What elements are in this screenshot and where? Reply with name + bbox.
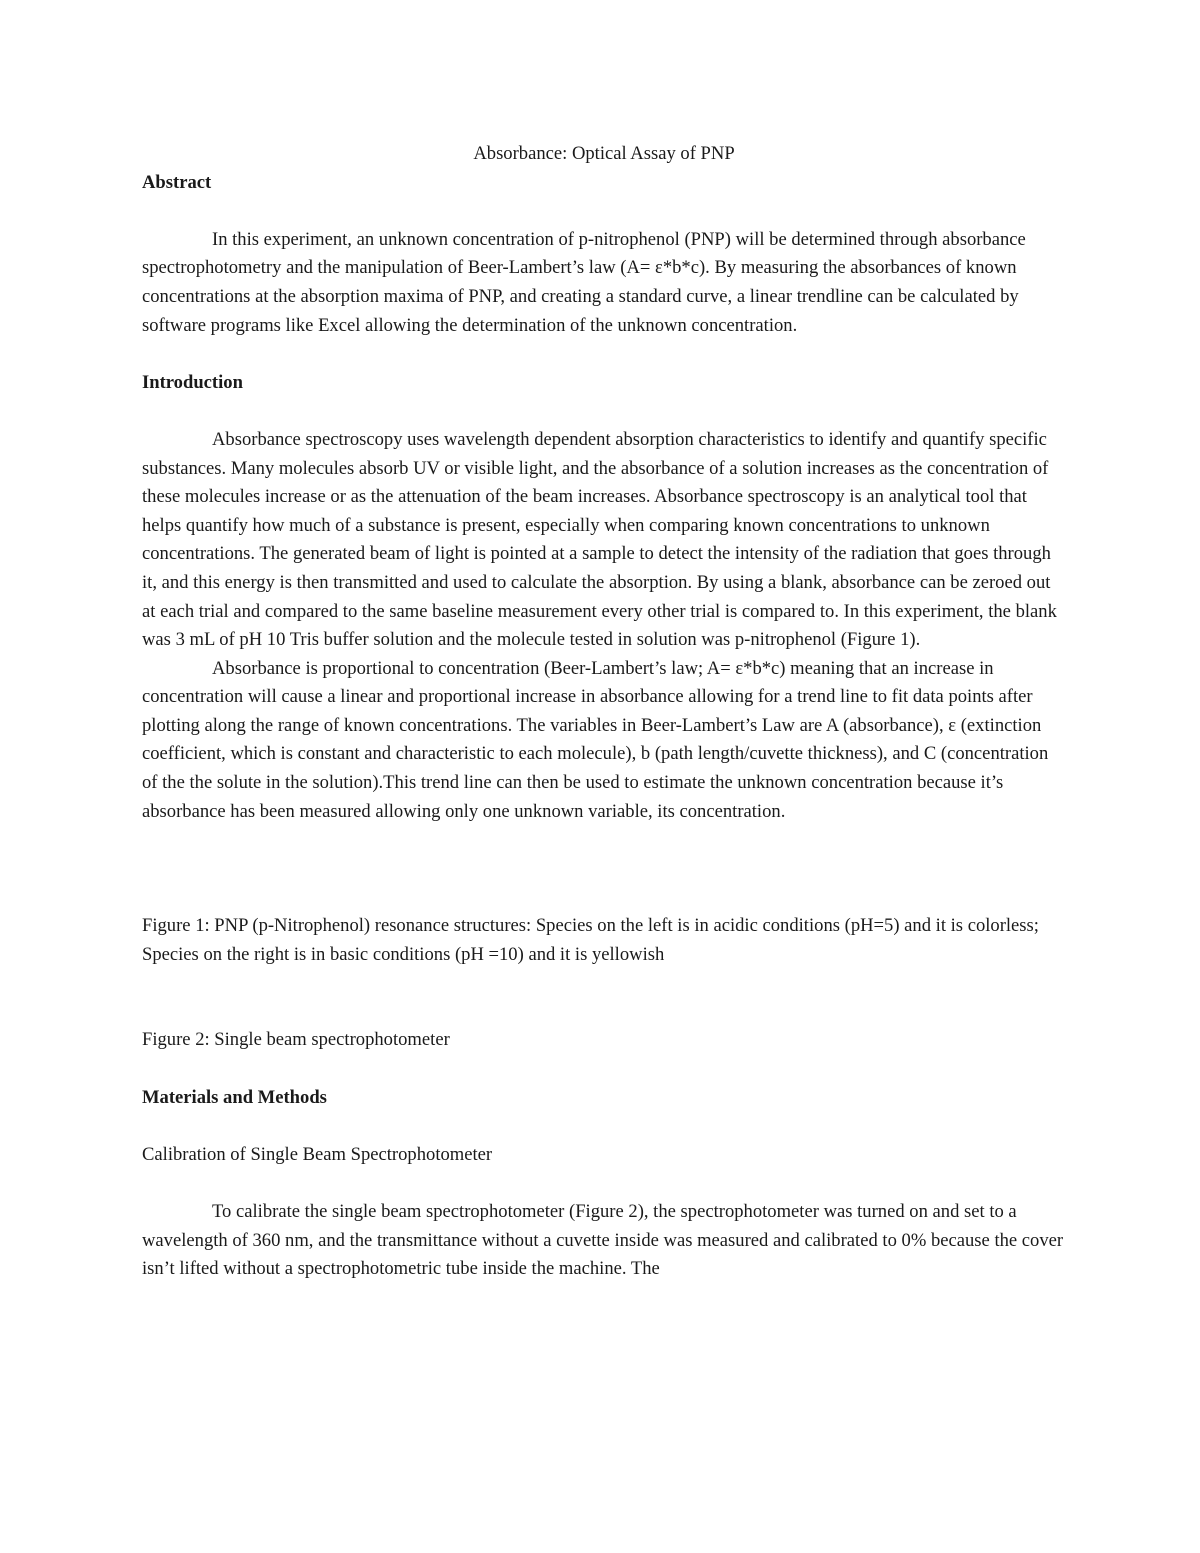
spacer	[142, 1112, 1064, 1141]
figure-2-caption: Figure 2: Single beam spectrophotometer	[142, 1029, 450, 1051]
abstract-paragraph: In this experiment, an unknown concentration of p-nitrophenol (PNP) will be determined through absorbance spectrophotometry and the manipulation of Beer-Lambert’s law (A= ε*b*c). By measuring the absorbances of known concentrations at the absorption maxima of PNP, and creating a standard curve, a linear trendline can be calculated by software programs like Excel allowing the determination of the unknown concentration.	[142, 228, 1026, 336]
calibration-paragraph: To calibrate the single beam spectrophotometer (Figure 2), the spectrophotometer was turned on and set to a wavelength of 360 nm, and the transmittance without a cuvette inside was measured and calibrated to 0% because the cover isn’t lifted without a spectrophotometric tube inside the machine. The	[142, 1200, 1064, 1280]
document-body	[142, 140, 1064, 1284]
introduction-heading: Introduction	[142, 371, 243, 393]
spacer	[142, 197, 1064, 226]
abstract-heading: Abstract	[142, 171, 212, 193]
figure-1-caption: Figure 1: PNP (p-Nitrophenol) resonance structures: Species on the left is in acidic conditions (pH=5) and it is colorless; Species on the right is in basic conditions (pH =10) and it is yellowish	[142, 915, 1039, 965]
introduction-paragraph-1: Absorbance spectroscopy uses wavelength dependent absorption characteristics to identify and quantify specific substances. Many molecules absorb UV or visible light, and the absorbance of a solution increases as the concentration of these molecules increase or as the attenuation of the beam increases. Absorbance spectroscopy is an analytical tool that helps quantify how much of a substance is present, especially when comparing known concentrations to unknown concentrations. The generated beam of light is pointed at a sample to detect the intensity of the radiation that goes through it, and this energy is then transmitted and used to calculate the absorption. By using a blank, absorbance can be zeroed out at each trial and compared to the same baseline measurement every other trial is compared to. In this experiment, the blank was 3 mL of pH 10 Tris buffer solution and the molecule tested in solution was p-nitrophenol (Figure 1).	[142, 428, 1057, 651]
materials-methods-heading: Materials and Methods	[142, 1086, 327, 1108]
spacer	[142, 397, 1064, 426]
introduction-paragraph-2: Absorbance is proportional to concentration (Beer-Lambert’s law; A= ε*b*c) meaning that an increase in concentration will cause a linear and proportional increase in absorbance allowing for a trend line to fit data points after plotting along the range of known concentrations. The variables in Beer-Lambert’s Law are A (absorbance), ε (extinction coefficient, which is constant and characteristic to each molecule), b (path length/cuvette thickness), and C (concentration of the the solute in the solution).This trend line can then be used to estimate the unknown concentration because it’s absorbance has been measured allowing only one unknown variable, its concentration.	[142, 657, 1049, 822]
spacer	[142, 1055, 1064, 1084]
spacer	[142, 1169, 1064, 1198]
page-title: Absorbance: Optical Assay of PNP	[473, 143, 735, 164]
figure-2-placeholder	[142, 969, 1064, 1026]
figure-1-placeholder	[142, 826, 1064, 912]
calibration-subheading: Calibration of Single Beam Spectrophotometer	[142, 1143, 493, 1165]
spacer	[142, 340, 1064, 369]
